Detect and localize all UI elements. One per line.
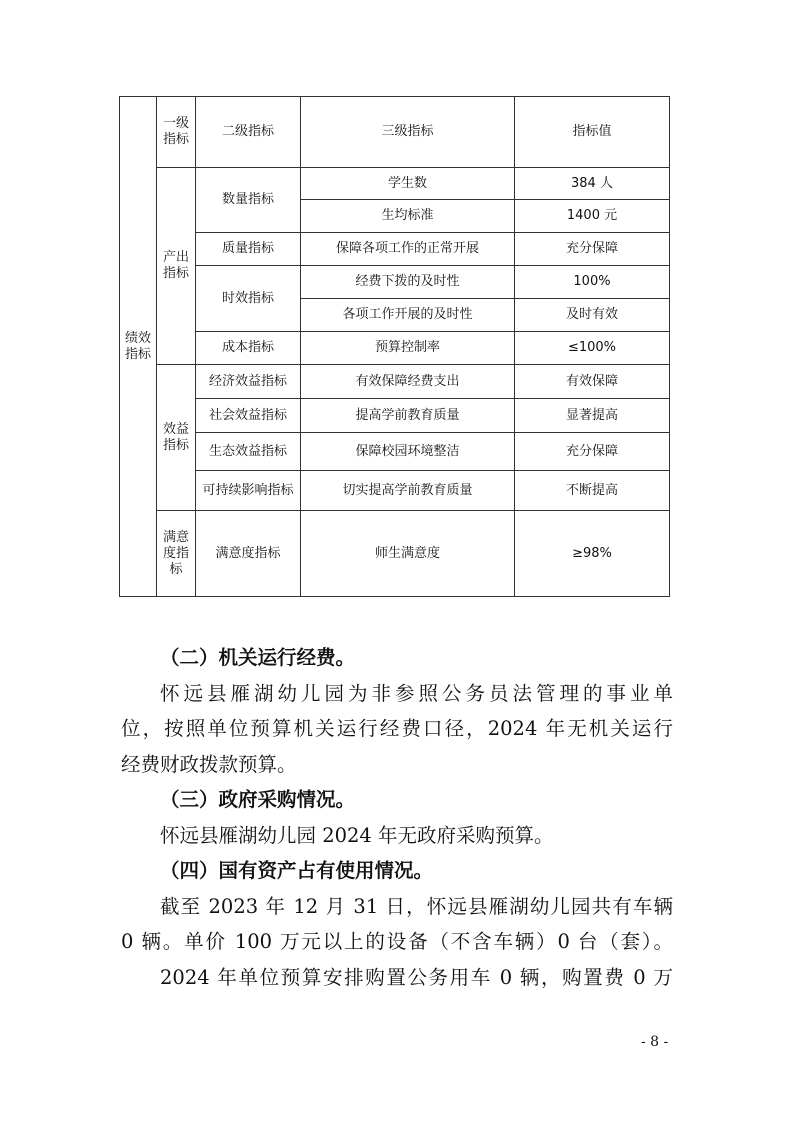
indicator-value: 及时有效 <box>515 299 670 332</box>
indicator-name: 各项工作开展的及时性 <box>301 299 515 332</box>
indicator-value: 充分保障 <box>515 233 670 266</box>
section-heading: （三）政府采购情况。 <box>160 788 356 811</box>
paragraph-line: 2024 年单位预算安排购置公务用车 0 辆，购置费 0 万 <box>160 965 673 989</box>
indicator-name: 师生满意度 <box>301 511 515 597</box>
indicator-value: 有效保障 <box>515 365 670 399</box>
quantity-label: 数量指标 <box>196 168 301 233</box>
paragraph-line: 怀远县雁湖幼儿园为非参照公务员法管理的事业单 <box>160 681 673 705</box>
indicator-name: 有效保障经费支出 <box>301 365 515 399</box>
timeliness-label: 时效指标 <box>196 266 301 332</box>
benefit-sub-label: 经济效益指标 <box>196 365 301 399</box>
indicator-value: 100% <box>515 266 670 299</box>
paragraph-line: 怀远县雁湖幼儿园 2024 年无政府采购预算。 <box>160 823 554 847</box>
paragraph-line: 截至 2023 年 12 月 31 日，怀远县雁湖幼儿园共有车辆 <box>160 894 673 918</box>
quality-label: 质量指标 <box>196 233 301 266</box>
indicator-value: 显著提高 <box>515 399 670 433</box>
benefit-label: 效益指标 <box>157 365 196 511</box>
indicator-name: 提高学前教育质量 <box>301 399 515 433</box>
satisfaction-label: 满意度指标 <box>157 511 196 597</box>
section-heading: （四）国有资产占有使用情况。 <box>160 859 434 882</box>
section-heading: （二）机关运行经费。 <box>160 646 356 669</box>
header-value: 指标值 <box>515 97 670 168</box>
paragraph-line: 0 辆。单价 100 万元以上的设备（不含车辆）0 台（套）。 <box>121 930 673 953</box>
benefit-sub-label: 社会效益指标 <box>196 399 301 433</box>
performance-indicator-table <box>119 96 670 597</box>
output-label: 产出指标 <box>157 168 196 365</box>
page-number: - 8 - <box>641 1034 669 1050</box>
benefit-sub-label: 可持续影响指标 <box>196 471 301 511</box>
indicator-value: 不断提高 <box>515 471 670 511</box>
indicator-value: ≥98% <box>515 511 670 597</box>
indicator-value: 384 人 <box>515 168 670 200</box>
benefit-sub-label: 生态效益指标 <box>196 433 301 471</box>
paragraph-line: 经费财政拨款预算。 <box>121 752 297 776</box>
indicator-value: 1400 元 <box>515 200 670 233</box>
indicator-name: 切实提高学前教育质量 <box>301 471 515 511</box>
body-text <box>121 640 673 995</box>
satisfaction-sub-label: 满意度指标 <box>196 511 301 597</box>
indicator-name: 保障校园环境整洁 <box>301 433 515 471</box>
indicator-name: 预算控制率 <box>301 332 515 365</box>
indicator-name: 学生数 <box>301 168 515 200</box>
indicator-value: ≤100% <box>515 332 670 365</box>
cost-label: 成本指标 <box>196 332 301 365</box>
header-level1: 一级指标 <box>157 97 196 168</box>
paragraph-line: 位，按照单位预算机关运行经费口径，2024 年无机关运行 <box>121 717 673 740</box>
indicator-name: 保障各项工作的正常开展 <box>301 233 515 266</box>
header-level2: 二级指标 <box>196 97 301 168</box>
indicator-value: 充分保障 <box>515 433 670 471</box>
header-level3: 三级指标 <box>301 97 515 168</box>
indicator-name: 生均标准 <box>301 200 515 233</box>
indicator-name: 经费下拨的及时性 <box>301 266 515 299</box>
group-label-cell: 绩效指标 <box>120 97 157 597</box>
